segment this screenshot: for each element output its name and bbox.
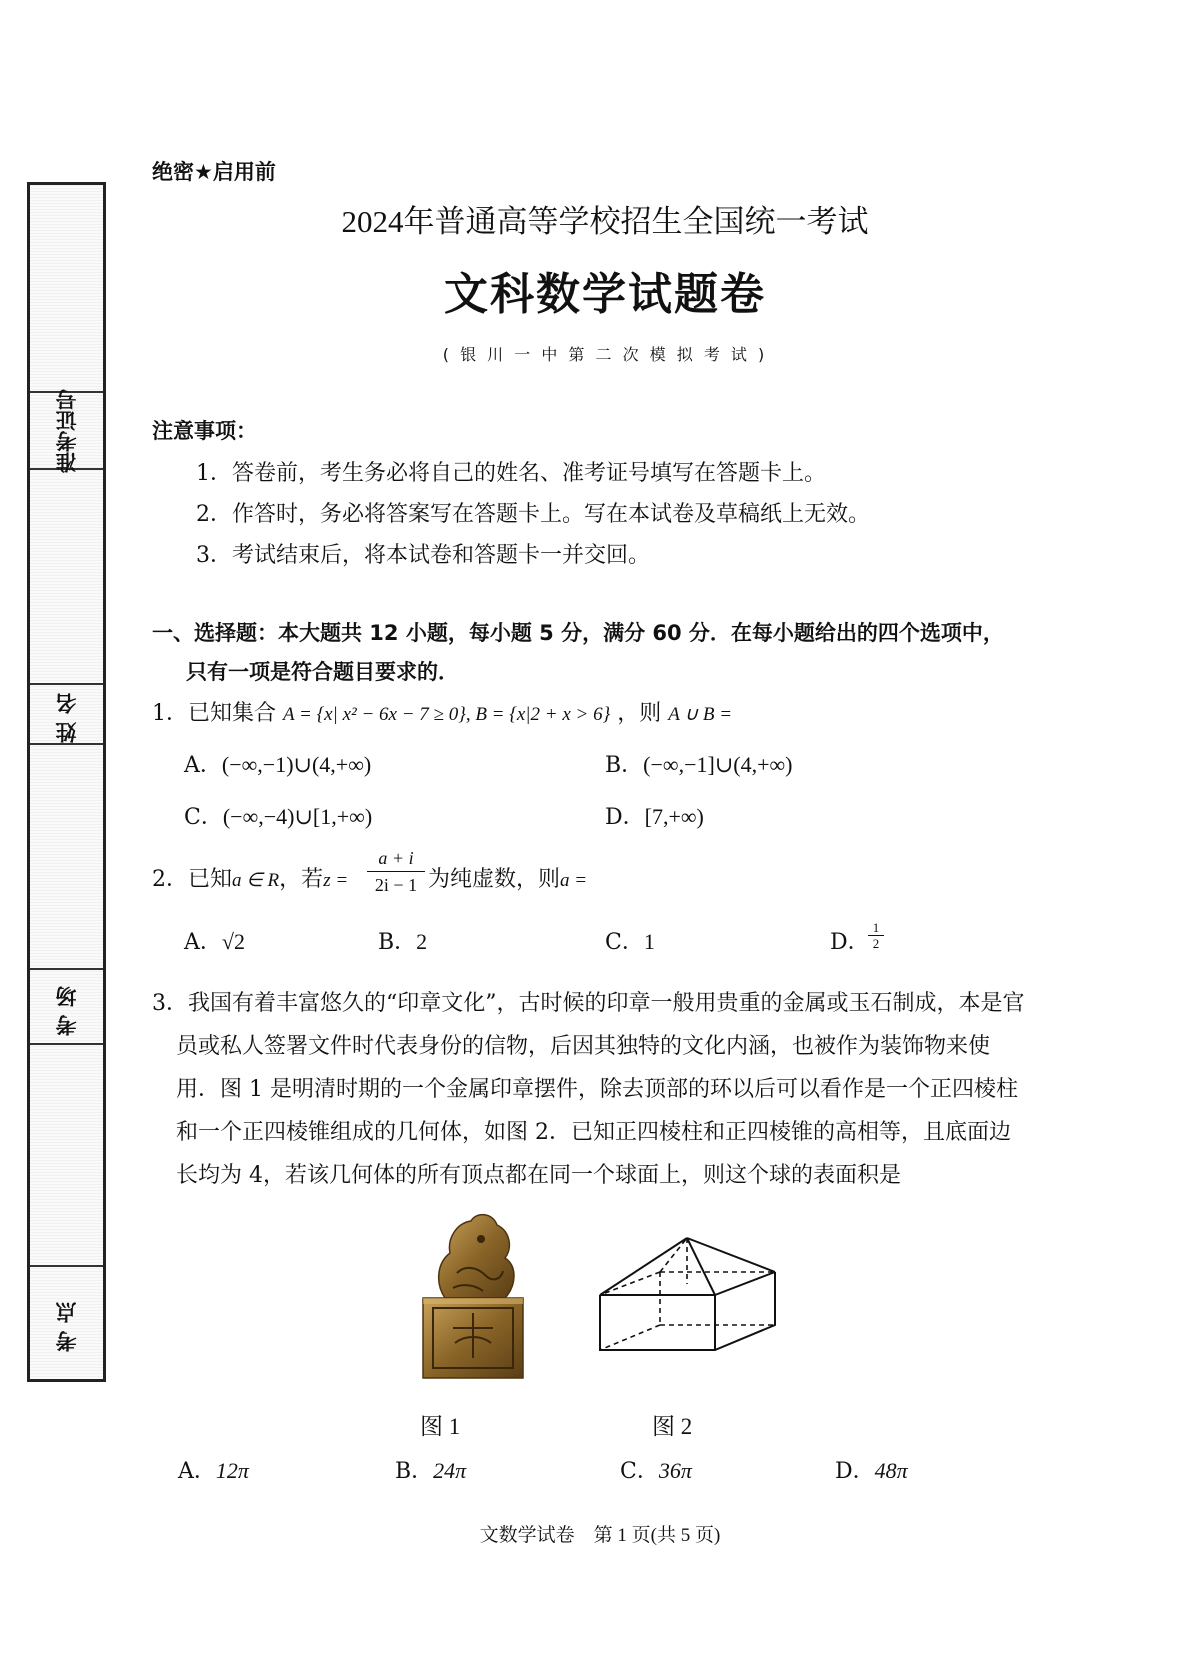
- notice-item: 3．考试结束后，将本试卷和答题卡一并交回。: [196, 543, 650, 568]
- option-text: 12π: [215, 1458, 249, 1483]
- option-text: 48π: [874, 1458, 908, 1483]
- q1-ask: A ∪ B =: [668, 704, 733, 725]
- q2-mid: ，若: [279, 867, 324, 892]
- q1-option-d: [605, 800, 704, 831]
- q3-option-a: [178, 1454, 249, 1485]
- prism-pyramid-diagram: [595, 1220, 795, 1370]
- field-blank-exam-number: [30, 185, 103, 393]
- option-label: A．: [184, 930, 222, 955]
- option-label: C．: [184, 805, 223, 830]
- label-room: [30, 970, 103, 1045]
- q2-denominator: 2i − 1: [374, 875, 418, 895]
- section1-line2: 只有一项是符合题目要求的．: [186, 660, 459, 684]
- option-label: D．: [830, 930, 870, 955]
- q1-prefix: 1．已知集合: [152, 701, 276, 726]
- option-text: 1: [643, 929, 655, 954]
- fraction-numerator: 1: [872, 920, 880, 935]
- paper-subtitle: ( 银 川 一 中 第 二 次 模 拟 考 试 ): [442, 345, 768, 364]
- option-label: B．: [378, 930, 417, 955]
- paper-title: 文科数学试题卷: [444, 269, 766, 320]
- q3-option-c: [620, 1454, 692, 1485]
- option-label: C．: [620, 1459, 659, 1484]
- q2-option-d-fraction: [868, 920, 884, 951]
- field-blank-room: [30, 745, 103, 970]
- notice-heading: 注意事项：: [152, 419, 257, 443]
- label-exam-number: [30, 388, 103, 473]
- q3-option-d: [835, 1454, 908, 1485]
- side-label-3: 考点: [54, 1294, 79, 1352]
- question-3-line: 3．我国有着丰富悠久的“印章文化”，古时候的印章一般用贵重的金属或玉石制成，本是官: [152, 991, 1025, 1016]
- option-text: (−∞,−1]∪(4,+∞): [643, 752, 793, 777]
- option-text: 2: [416, 929, 428, 954]
- figure-1-caption: 图 1: [420, 1414, 461, 1439]
- q2-suffix: 为纯虚数，则: [428, 867, 561, 892]
- q2-option-d: [830, 925, 870, 956]
- q3-option-b: [395, 1454, 466, 1485]
- option-text: √2: [221, 929, 245, 954]
- section1-line1: 一、选择题：本大题共 12 小题，每小题 5 分，满分 60 分．在每小题给出的四个选项中，: [152, 621, 1004, 645]
- binding-strip: [27, 182, 106, 1382]
- q2-prefix: 2．已知: [152, 867, 232, 892]
- question-3-line: 用．图 1 是明清时期的一个金属印章摆件，除去顶部的环以后可以看作是一个正四棱柱: [176, 1077, 1018, 1102]
- figure-2-caption: 图 2: [652, 1414, 693, 1439]
- option-label: C．: [605, 930, 644, 955]
- side-label-1: 姓名: [54, 685, 79, 743]
- fraction-denominator: 2: [872, 936, 880, 951]
- seal-photo: [405, 1203, 540, 1381]
- question-3-line: 员或私人签署文件时代表身份的信物，后因其独特的文化内涵，也被作为装饰物来使: [176, 1034, 991, 1059]
- q2-option-c: [605, 925, 655, 956]
- side-label-0: 准考证号: [54, 388, 79, 473]
- option-label: A．: [178, 1459, 216, 1484]
- q1-option-a: [184, 748, 371, 779]
- option-label: D．: [605, 805, 645, 830]
- secret-mark: 绝密★启用前: [152, 160, 276, 184]
- question-3-line: 长均为 4，若该几何体的所有顶点都在同一个球面上，则这个球的表面积是: [176, 1163, 901, 1188]
- option-text: (−∞,−4)∪[1,+∞): [222, 804, 373, 829]
- q2-option-a: [184, 925, 245, 956]
- field-blank-site: [30, 1045, 103, 1267]
- side-label-2: 考场: [54, 977, 79, 1036]
- notice-item: 2．作答时，务必将答案写在答题卡上。写在本试卷及草稿纸上无效。: [196, 502, 870, 527]
- exam-title: 2024年普通高等学校招生全国统一考试: [341, 204, 869, 239]
- q2-numerator: a + i: [378, 848, 414, 868]
- question-2-tail: [428, 862, 587, 893]
- page-footer: 文数学试卷 第 1 页(共 5 页): [479, 1525, 721, 1546]
- option-text: 24π: [433, 1458, 467, 1483]
- q2-z: z =: [323, 870, 349, 891]
- q2-fraction: [367, 847, 425, 896]
- question-2-stem: [152, 862, 348, 893]
- option-label: B．: [395, 1459, 434, 1484]
- option-text: [7,+∞): [644, 804, 704, 829]
- q2-option-b: [378, 925, 427, 956]
- option-label: D．: [835, 1459, 875, 1484]
- option-label: A．: [184, 753, 222, 778]
- label-site: [30, 1267, 103, 1379]
- q2-condition: a ∈ R: [232, 870, 280, 891]
- label-name: [30, 685, 103, 745]
- question-1-stem: [152, 696, 732, 727]
- q1-option-b: [605, 748, 793, 779]
- q2-ask: a =: [560, 870, 588, 891]
- option-text: (−∞,−1)∪(4,+∞): [221, 752, 372, 777]
- option-text: 36π: [658, 1458, 692, 1483]
- field-blank-name: [30, 470, 103, 685]
- notice-item: 1．答卷前，考生务必将自己的姓名、准考证号填写在答题卡上。: [196, 461, 826, 486]
- q1-option-c: [184, 800, 372, 831]
- q1-sets: A = {x| x² − 6x − 7 ≥ 0}, B = {x|2 + x > 6}: [283, 704, 611, 725]
- q1-suffix: ，则: [617, 701, 662, 726]
- option-label: B．: [605, 753, 644, 778]
- question-3-line: 和一个正四棱锥组成的几何体，如图 2．已知正四棱柱和正四棱锥的高相等，且底面边: [176, 1120, 1011, 1145]
